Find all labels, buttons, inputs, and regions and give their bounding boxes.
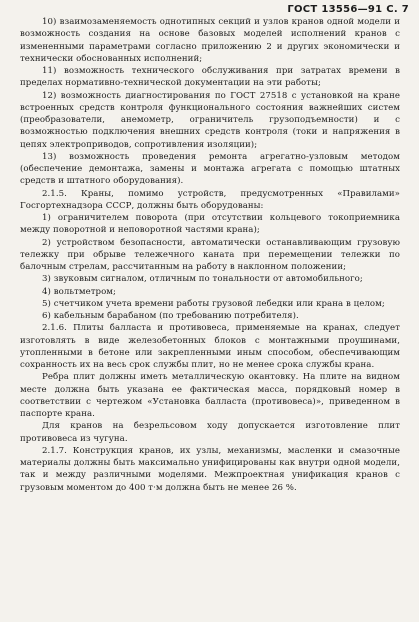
paragraph: 12) возможность диагностирования по ГОСТ 27518 с установкой на кране встроенных средств контроля функционального состояния важнейших систем (преобразователи, анемометр, ограничитель грузоподъемности) и с возможностью подключения внешних средств контроля (токи и напряжения в цепях электроприводов, сопротивления изоляции);: [20, 90, 400, 150]
page-header: ГОСТ 13556—91 С. 7: [287, 4, 409, 15]
paragraph: 2.1.7. Конструкция кранов, их узлы, механизмы, масленки и смазочные материалы должны быть максимально унифицированы как внутри одной модели, так и между различными моделями. Межпроектная унификация кранов с грузовым моментом до 400 т·м должна быть не менее 26 %.: [20, 445, 400, 493]
paragraph: 2) устройством безопасности, автоматически останавливающим грузовую тележку при обрыве тележечного каната при перемещении тележки по балочным стрелам, рассчитанным на работу в наклонном положении;: [20, 237, 400, 272]
paragraph: 3) звуковым сигналом, отличным по тональности от автомобильного;: [42, 274, 363, 285]
paragraph: 2.1.5. Краны, помимо устройств, предусмотренных «Правилами» Госгортехнадзора СССР, должны быть оборудованы:: [20, 188, 400, 211]
paragraph: 2.1.6. Плиты балласта и противовеса, применяемые на кранах, следует изготовлять в виде железобетонных блоков с монтажными проушинами, утопленными в бетоне или закрепленными иным способом, обеспечивающим сохранность их на весь срок службы плит, но не менее срока службы крана.: [20, 323, 400, 370]
paragraph: Для кранов на безрельсовом ходу допускается изготовление плит противовеса из чугуна.: [20, 421, 400, 444]
paragraph: 10) взаимозаменяемость однотипных секций и узлов кранов одной модели и возможность создания на основе базовых моделей исполнений кранов с измененными параметрами согласно приложению 2 и других экономически и технически обоснованных исполнений;: [20, 17, 400, 64]
paragraph: 6) кабельным барабаном (по требованию потребителя).: [42, 311, 299, 321]
paragraph: 11) возможность технического обслуживания при затратах времени в пределах нормативно-технической документации на эти работы;: [20, 66, 400, 89]
paragraph: Ребра плит должны иметь металлическую окантовку. На плите на видном месте должна быть указана ее фактическая масса, порядковый номер в соответствии с чертежом «Установка балласта (противовеса)», приведенном в паспорте крана.: [20, 372, 400, 419]
document-body: [20, 16, 400, 494]
paragraph: 1) ограничителем поворота (при отсутствии кольцевого токоприемника между поворотной и неповоротной частями крана);: [20, 213, 400, 236]
paragraph: 13) возможность проведения ремонта агрегатно-узловым методом (обеспечение демонтажа, замены и монтажа агрегата с помощью штатных средств и штатного оборудования).: [20, 151, 400, 187]
paragraph: 5) счетчиком учета времени работы грузовой лебедки или крана в целом;: [42, 298, 385, 309]
paragraph: 4) вольтметром;: [42, 286, 116, 297]
